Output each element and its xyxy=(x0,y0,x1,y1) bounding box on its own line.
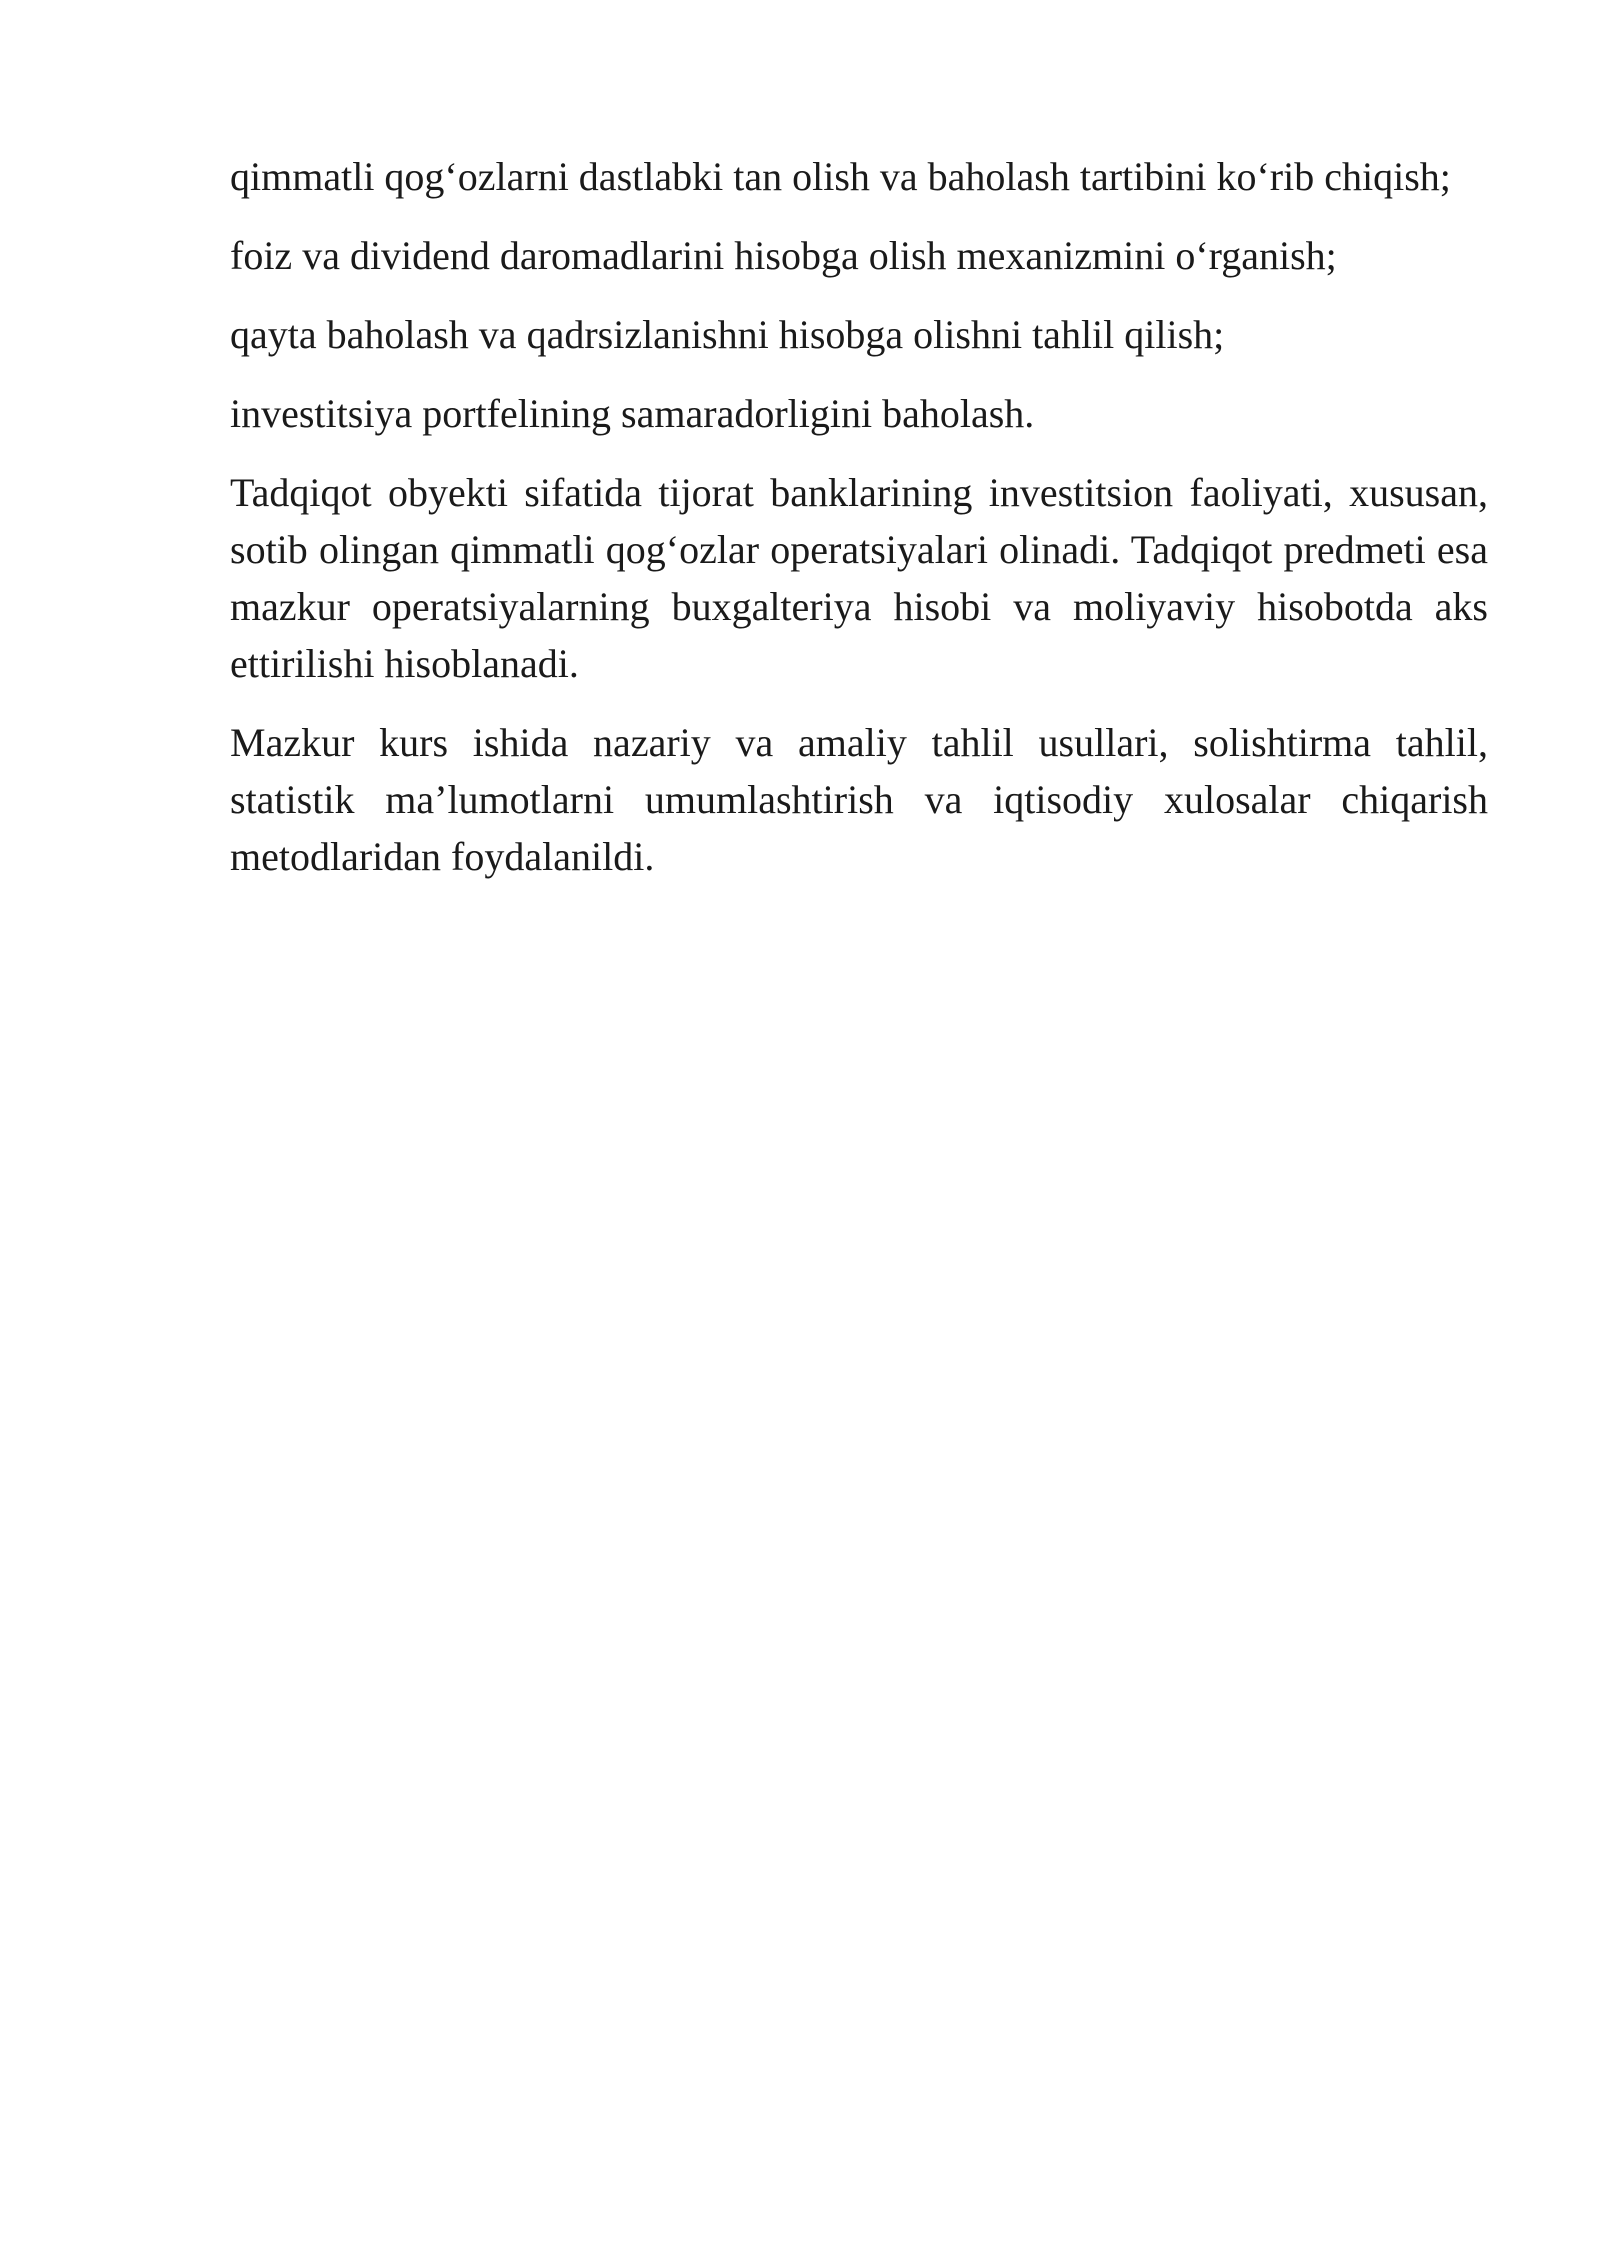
research-object-paragraph: Tadqiqot obyekti sifatida tijorat banklarining investitsion faoliyati, xususan, sotib olingan qimmatli qog‘ozlar operatsiyalari olinadi. Tadqiqot predmeti esa mazkur operatsiyalarning buxgalteriya hisobi va moliyaviy hisobotda aks ettirilishi hisoblanadi. xyxy=(230,470,1488,686)
list-item-initial-recognition: qimmatli qog‘ozlarni dastlabki tan olish va baholash tartibini ko‘rib chiqish; xyxy=(230,154,1451,199)
methods-paragraph: Mazkur kurs ishida nazariy va amaliy tahlil usullari, solishtirma tahlil, statistik ma’lumotlarni umumlashtirish va iqtisodiy xulosalar chiqarish metodlaridan foydalanildi. xyxy=(230,720,1488,879)
list-item-portfolio-efficiency: investitsiya portfelining samaradorligini baholash. xyxy=(230,391,1035,436)
list-item-revaluation: qayta baholash va qadrsizlanishni hisobga olishni tahlil qilish; xyxy=(230,312,1225,357)
document-body xyxy=(230,148,1488,885)
list-item-interest-dividend: foiz va dividend daromadlarini hisobga olish mexanizmini o‘rganish; xyxy=(230,233,1337,278)
